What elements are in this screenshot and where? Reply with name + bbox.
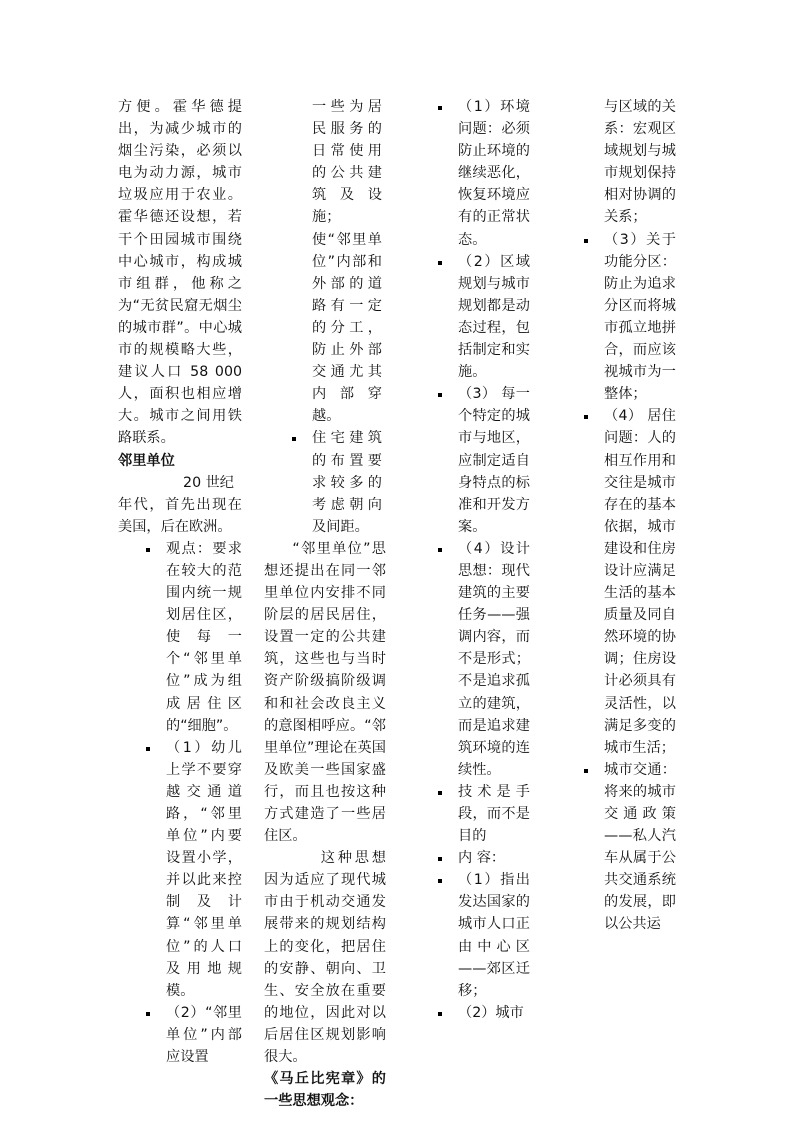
continuation-region: 与区域的关系：宏观区域规划与城市规划保持相对协调的关系；	[604, 99, 676, 226]
continuation-roads: 使“邻里单位”内部和外部的道路有一定的分工，防止外部交通尤其内部穿越。	[312, 231, 382, 425]
bullet-housing: （4） 居住问题：人的相互作用和交往是城市存在的基本依据，城市建设和住房设计应满足生活的基本质量及同自然环境的协调；住房设计必须具有灵活性，以满足多变的城市生活；	[604, 405, 676, 759]
bullet-technology: 技术是手段，而不是目的	[458, 781, 530, 847]
bullet-dot-icon	[438, 393, 442, 397]
bullet-dot-icon	[584, 769, 588, 773]
bullet-design: （4）设计思想：现代建筑的主要任务——强调内容，而不是形式；不是追求孤立的建筑，而是追求建筑环境的连续性。	[458, 538, 530, 781]
paragraph-1920s: 年代，首先出现在美国，后在欧洲。	[118, 496, 242, 535]
paragraph-social-classes: “邻里单位”思想还提出在同一邻里单位内安排不同阶层的居民居住，设置一定的公共建筑，这些也与当时资产阶级搞阶级调和和社会改良主义的意图相呼应。“邻里单位”理论在英国及欧美一些国家盛行，而且也按这种方式建造了一些居住区。	[264, 540, 386, 845]
bullet-regional-planning: （2）区域规划与城市规划都是动态过程，包括制定和实施。	[458, 251, 530, 384]
bullet-standards: （3） 每一个特定的城市与地区，应制定适自身特点的标准和开发方案。	[458, 383, 530, 538]
bullet-dot-icon	[146, 548, 150, 552]
bullet-dot-icon	[438, 879, 442, 883]
bullet-migration: （1）指出发达国家的城市人口正由中心区——郊区迁移；	[458, 869, 530, 1002]
bullet-dot-icon	[146, 747, 150, 751]
bullet-dot-icon	[438, 106, 442, 110]
bullet-environment: （1）环境问题：必须防止环境的继续恶化，恢复环境应有的正常状态。	[458, 96, 530, 251]
paragraph-influence: 这种思想因为适应了现代城市由于机动交通发展带来的规划结构上的变化，把居住的安静、朝向、卫生、安全放在重要的地位，因此对以后居住区规划影响很大。	[264, 850, 386, 1066]
heading-machu-picchu: 《马丘比宪章》的一些思想观念：	[264, 1071, 386, 1110]
heading-neighborhood-unit: 邻里单位	[118, 452, 175, 469]
bullet-dot-icon	[438, 791, 442, 795]
bullet-dot-icon	[584, 415, 588, 419]
column-3	[458, 96, 530, 1024]
bullet-transport: 城市交通：将来的城市交通政策 ——私人汽车从属于公共交通系统的发展，即以公共运	[604, 759, 676, 936]
bullet-housing-layout: 住宅建筑的布置要求较多的考虑朝向及间距。	[312, 427, 382, 537]
continuation-facilities: 一些为居民服务的日常使用的公共建筑及设施；	[312, 99, 382, 226]
bullet-viewpoint: 观点：要求在较大的范围内统一规划居住区，使每一个“邻里单位”成为组成居住区的“细胞”。	[166, 538, 242, 737]
paragraph-howard: 方便。霍华德提出，为减少城市的烟尘污染，必须以电为动力源，城市垃圾应用于农业。霍华德还设想，若干个田园城市围绕中心城市，构成城市组群，他称之为“无贫民窟无烟尘的城市群”。中心城市的规模略大些，建议人口 58 000 人，面积也相应增大。城市之间用铁路联系。	[118, 99, 242, 447]
column-4	[604, 96, 676, 936]
bullet-dot-icon	[584, 239, 588, 243]
bullet-dot-icon	[438, 1012, 442, 1016]
paragraph-1920s-lead: 20 世纪	[183, 474, 234, 491]
bullet-dot-icon	[438, 548, 442, 552]
bullet-internal-facilities: （2）“邻里单位”内部应设置	[166, 1002, 242, 1068]
column-1	[118, 96, 242, 1068]
bullet-zoning: （3）关于功能分区：防止为追求分区而将城市孤立地拼合，而应该视城市为一整体；	[604, 229, 676, 406]
bullet-dot-icon	[292, 437, 296, 441]
bullet-dot-icon	[438, 261, 442, 265]
bullet-city: （2）城市	[458, 1002, 530, 1024]
bullet-dot-icon	[438, 857, 442, 861]
bullet-children-school: （1）幼儿上学不要穿越交通道路，“邻里单位”内要设置小学，并以此来控制及计算“邻里单位”的人口及用地规模。	[166, 737, 242, 1002]
bullet-dot-icon	[146, 1012, 150, 1016]
bullet-content: 内 容：	[458, 847, 530, 869]
column-2	[264, 96, 386, 1112]
